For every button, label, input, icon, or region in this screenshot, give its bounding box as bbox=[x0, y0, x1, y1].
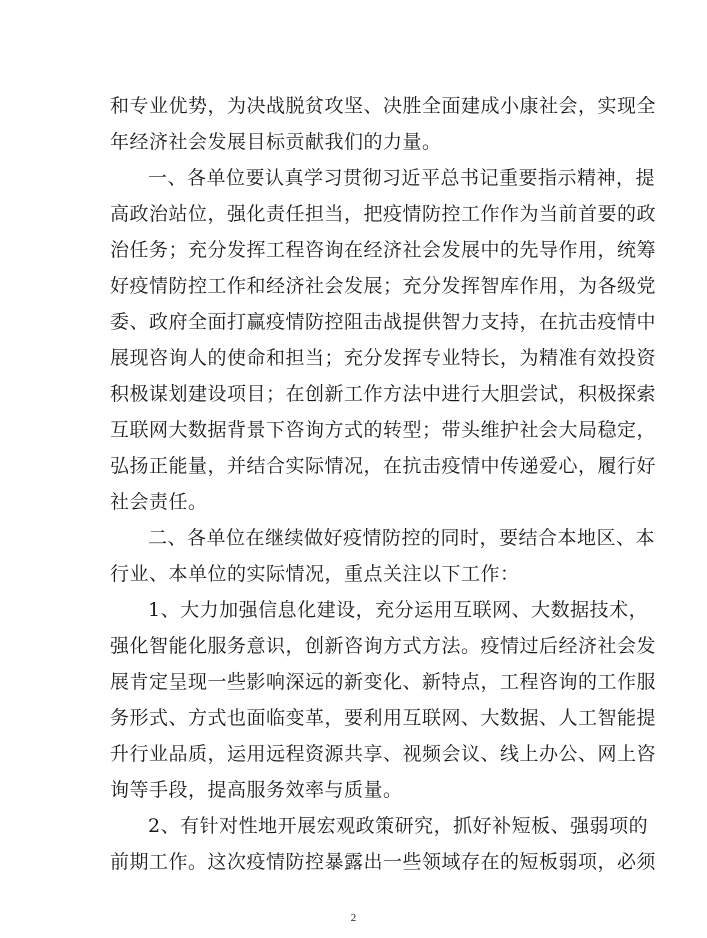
text-line: 和专业优势，为决战脱贫攻坚、决胜全面建成小康社会，实现全 bbox=[110, 95, 657, 117]
text-line: 治任务；充分发挥工程咨询在经济社会发展中的先导作用，统筹 bbox=[110, 239, 657, 261]
text-line: 2、有针对性地开展宏观政策研究，抓好补短板、强弱项的 bbox=[148, 815, 649, 837]
text-line: 社会责任。 bbox=[110, 491, 208, 513]
text-line: 升行业品质，运用远程资源共享、视频会议、线上办公、网上咨 bbox=[110, 743, 657, 765]
text-line: 展肯定呈现一些影响深远的新变化、新特点，工程咨询的工作服 bbox=[110, 671, 657, 693]
text-line: 行业、本单位的实际情况，重点关注以下工作： bbox=[110, 563, 520, 585]
text-line: 一、各单位要认真学习贯彻习近平总书记重要指示精神，提 bbox=[148, 167, 656, 189]
text-line: 前期工作。这次疫情防控暴露出一些领域存在的短板弱项，必须 bbox=[110, 851, 657, 873]
text-line: 1、大力加强信息化建设，充分运用互联网、大数据技术， bbox=[148, 599, 649, 621]
text-line: 二、各单位在继续做好疫情防控的同时，要结合本地区、本 bbox=[148, 527, 656, 549]
body-text bbox=[110, 88, 657, 880]
text-line: 高政治站位，强化责任担当，把疫情防控工作作为当前首要的政 bbox=[110, 203, 657, 225]
text-line: 强化智能化服务意识，创新咨询方式方法。疫情过后经济社会发 bbox=[110, 635, 657, 657]
text-line: 互联网大数据背景下咨询方式的转型；带头维护社会大局稳定， bbox=[110, 419, 657, 441]
text-line: 展现咨询人的使命和担当；充分发挥专业特长，为精准有效投资 bbox=[110, 347, 657, 369]
text-line: 弘扬正能量，并结合实际情况，在抗击疫情中传递爱心，履行好 bbox=[110, 455, 657, 477]
text-line: 年经济社会发展目标贡献我们的力量。 bbox=[110, 131, 442, 153]
text-line: 好疫情防控工作和经济社会发展；充分发挥智库作用，为各级党 bbox=[110, 275, 657, 297]
page-number: 2 bbox=[350, 912, 357, 924]
text-line: 务形式、方式也面临变革，要利用互联网、大数据、人工智能提 bbox=[110, 707, 657, 729]
text-line: 委、政府全面打赢疫情防控阻击战提供智力支持，在抗击疫情中 bbox=[110, 311, 657, 333]
text-line: 询等手段，提高服务效率与质量。 bbox=[110, 779, 403, 801]
text-line: 积极谋划建设项目；在创新工作方法中进行大胆尝试，积极探索 bbox=[110, 383, 657, 405]
